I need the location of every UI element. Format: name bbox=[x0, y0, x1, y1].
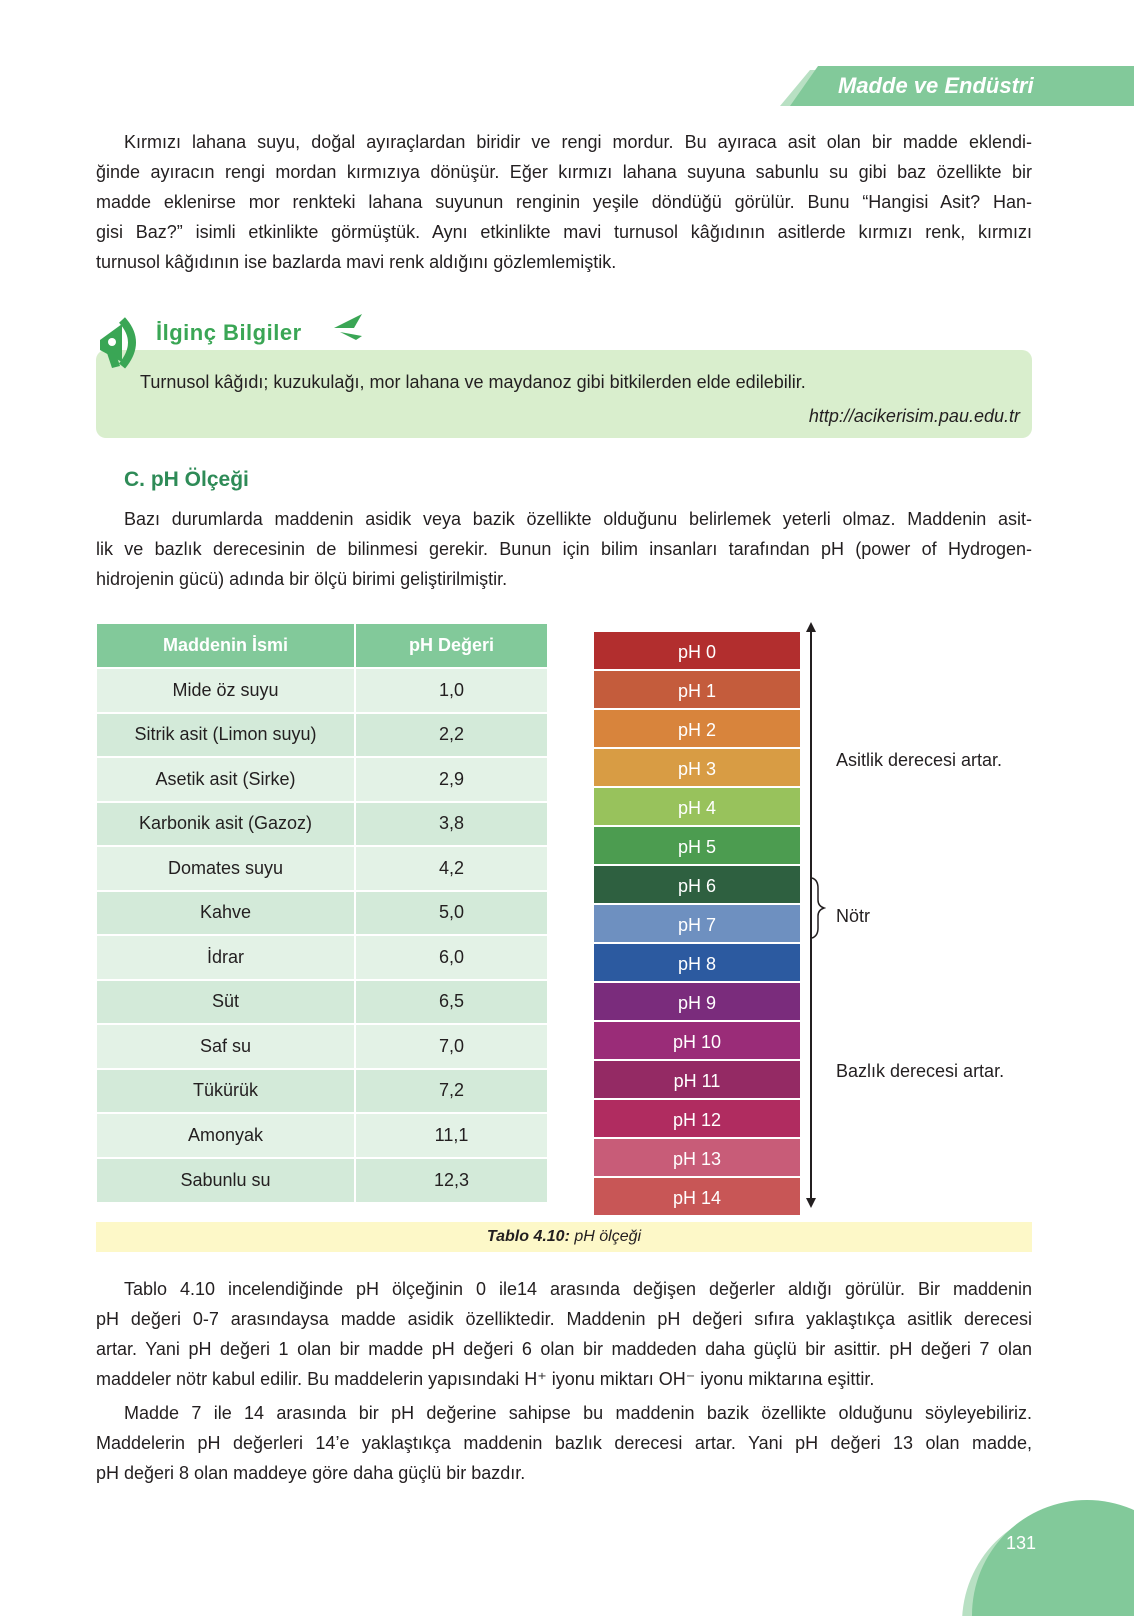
section-line: hidrojenin gücü) adında bir ölçü birimi geliştirilmiştir. bbox=[96, 569, 508, 589]
ph-cell: 2,9 bbox=[355, 757, 548, 802]
ph-cell: 6,5 bbox=[355, 980, 548, 1025]
ph-level-3: pH 3 bbox=[594, 749, 800, 786]
table-row bbox=[97, 1069, 548, 1114]
table-row bbox=[97, 980, 548, 1025]
substance-cell: Mide öz suyu bbox=[97, 668, 355, 713]
substance-cell: Süt bbox=[97, 980, 355, 1025]
info-box bbox=[96, 350, 1032, 438]
table-row bbox=[97, 1024, 548, 1069]
substance-cell: Domates suyu bbox=[97, 846, 355, 891]
ph-cell: 1,0 bbox=[355, 668, 548, 713]
ph-scale bbox=[594, 632, 800, 1217]
outro-paragraph-1 bbox=[96, 1274, 1032, 1394]
ph-level-5: pH 5 bbox=[594, 827, 800, 864]
table-row bbox=[97, 935, 548, 980]
ph-level-2: pH 2 bbox=[594, 710, 800, 747]
neutral-label: Nötr bbox=[836, 906, 871, 926]
info-text: Turnusol kâğıdı; kuzukulağı, mor lahana ve maydanoz gibi bitkilerden elde edilebilir. bbox=[140, 372, 806, 392]
ph-cell: 12,3 bbox=[355, 1158, 548, 1203]
caption-label: Tablo 4.10: bbox=[486, 1228, 570, 1245]
column-header-ph: pH Değeri bbox=[355, 624, 548, 668]
page-corner bbox=[972, 1500, 1134, 1616]
ph-level-14: pH 14 bbox=[594, 1178, 800, 1215]
acid-label: Asitlik derecesi artar. bbox=[836, 750, 1003, 770]
info-source: http://acikerisim.pau.edu.tr bbox=[808, 406, 1020, 426]
ph-cell: 6,0 bbox=[355, 935, 548, 980]
pennant-icon bbox=[332, 310, 366, 344]
substance-cell: İdrar bbox=[97, 935, 355, 980]
ph-level-4: pH 4 bbox=[594, 788, 800, 825]
table-header-row bbox=[97, 624, 548, 668]
table-row bbox=[97, 846, 548, 891]
table-caption bbox=[96, 1222, 1032, 1252]
intro-paragraph bbox=[96, 127, 1032, 277]
ph-level-0: pH 0 bbox=[594, 632, 800, 669]
ph-level-10: pH 10 bbox=[594, 1022, 800, 1059]
substance-cell: Sabunlu su bbox=[97, 1158, 355, 1203]
chapter-title: Madde ve Endüstri bbox=[838, 73, 1034, 98]
chapter-header bbox=[790, 66, 1134, 106]
megaphone-icon bbox=[96, 310, 156, 374]
intro-line: Kırmızı lahana suyu, doğal ayıraçlardan biridir ve rengi mordur. Bu ayıraca asit olan bir madde eklendi- bbox=[124, 132, 1032, 152]
section-title: C. pH Ölçeği bbox=[124, 468, 249, 491]
outro-line: pH değeri 0-7 arasındaysa madde asidik özelliktedir. Maddenin pH değeri sıfıra yaklaştıkça asitlik derecesi bbox=[96, 1309, 1032, 1329]
substance-cell: Tükürük bbox=[97, 1069, 355, 1114]
ph-level-9: pH 9 bbox=[594, 983, 800, 1020]
ph-cell: 3,8 bbox=[355, 802, 548, 847]
table-row bbox=[97, 668, 548, 713]
caption-text: pH ölçeği bbox=[569, 1228, 642, 1245]
ph-level-11: pH 11 bbox=[594, 1061, 800, 1098]
ph-cell: 11,1 bbox=[355, 1113, 548, 1158]
ph-cell: 5,0 bbox=[355, 891, 548, 936]
scale-arrow-icon bbox=[796, 622, 826, 1208]
section-line: lik ve bazlık derecesinin de bilinmesi gerekir. Bunun için bilim insanları tarafından pH (power of Hydrogen- bbox=[96, 539, 1032, 559]
substance-cell: Karbonik asit (Gazoz) bbox=[97, 802, 355, 847]
substance-cell: Sitrik asit (Limon suyu) bbox=[97, 713, 355, 758]
substance-cell: Asetik asit (Sirke) bbox=[97, 757, 355, 802]
section-paragraph bbox=[96, 504, 1032, 594]
table-row bbox=[97, 891, 548, 936]
intro-line: gisi Baz?” isimli etkinlikte görmüştük. Aynı etkinlikte mavi turnusol kâğıdının asitlerde kırmızı renk, kırmızı bbox=[96, 222, 1032, 242]
table-row bbox=[97, 757, 548, 802]
ph-cell: 7,2 bbox=[355, 1069, 548, 1114]
column-header-substance: Maddenin İsmi bbox=[97, 624, 355, 668]
ph-cell: 7,0 bbox=[355, 1024, 548, 1069]
ph-table bbox=[97, 624, 549, 1202]
ph-cell: 4,2 bbox=[355, 846, 548, 891]
page-number: 131 bbox=[1006, 1533, 1037, 1553]
intro-line: turnusol kâğıdının ise bazlarda mavi renk aldığını gözlemlemiştik. bbox=[96, 252, 617, 272]
ph-level-7: pH 7 bbox=[594, 905, 800, 942]
ph-level-1: pH 1 bbox=[594, 671, 800, 708]
section-line: Bazı durumlarda maddenin asidik veya bazik özellikte olduğunu belirlemek yeterli olmaz. Maddenin asit- bbox=[124, 509, 1032, 529]
outro-line: Tablo 4.10 incelendiğinde pH ölçeğinin 0 ile14 arasında değişen değerler aldığı görülür. Bir maddenin bbox=[124, 1279, 1032, 1299]
outro-paragraph-2 bbox=[96, 1398, 1032, 1488]
table-row bbox=[97, 1113, 548, 1158]
ph-cell: 2,2 bbox=[355, 713, 548, 758]
table-row bbox=[97, 713, 548, 758]
table-row bbox=[97, 1158, 548, 1203]
ph-level-6: pH 6 bbox=[594, 866, 800, 903]
ph-level-8: pH 8 bbox=[594, 944, 800, 981]
outro-line: Madde 7 ile 14 arasında bir pH değerine sahipse bu maddenin bazik özellikte olduğunu söyleyebiliriz. bbox=[124, 1403, 1032, 1423]
ph-level-13: pH 13 bbox=[594, 1139, 800, 1176]
intro-line: madde eklenirse mor renkteki lahana suyunun renginin yeşile döndüğü görülür. Bunu “Hangisi Asit? Han- bbox=[96, 192, 1032, 212]
intro-line: ğinde ayıracın rengi mordan kırmızıya dönüşür. Eğer kırmızı lahana suyuna sabunlu su gibi baz özellikte bir bbox=[96, 162, 1032, 182]
outro-line: pH değeri 8 olan maddeye göre daha güçlü bir bazdır. bbox=[96, 1463, 526, 1483]
substance-cell: Saf su bbox=[97, 1024, 355, 1069]
outro-line: Maddelerin pH değerleri 14’e yaklaştıkça maddenin bazlık derecesi artar. Yani pH değeri 13 olan madde, bbox=[96, 1433, 1032, 1453]
table-row bbox=[97, 802, 548, 847]
substance-cell: Kahve bbox=[97, 891, 355, 936]
substance-cell: Amonyak bbox=[97, 1113, 355, 1158]
outro-line: maddeler nötr kabul edilir. Bu maddelerin yapısındaki H⁺ iyonu miktarı OH⁻ iyonu miktarına eşittir. bbox=[96, 1369, 875, 1389]
info-title: İlginç Bilgiler bbox=[156, 320, 302, 345]
ph-level-12: pH 12 bbox=[594, 1100, 800, 1137]
outro-line: artar. Yani pH değeri 1 olan bir madde pH değeri 6 olan bir maddeden daha güçlü bir asittir. pH değeri 7 olan bbox=[96, 1339, 1032, 1359]
base-label: Bazlık derecesi artar. bbox=[836, 1061, 1005, 1081]
